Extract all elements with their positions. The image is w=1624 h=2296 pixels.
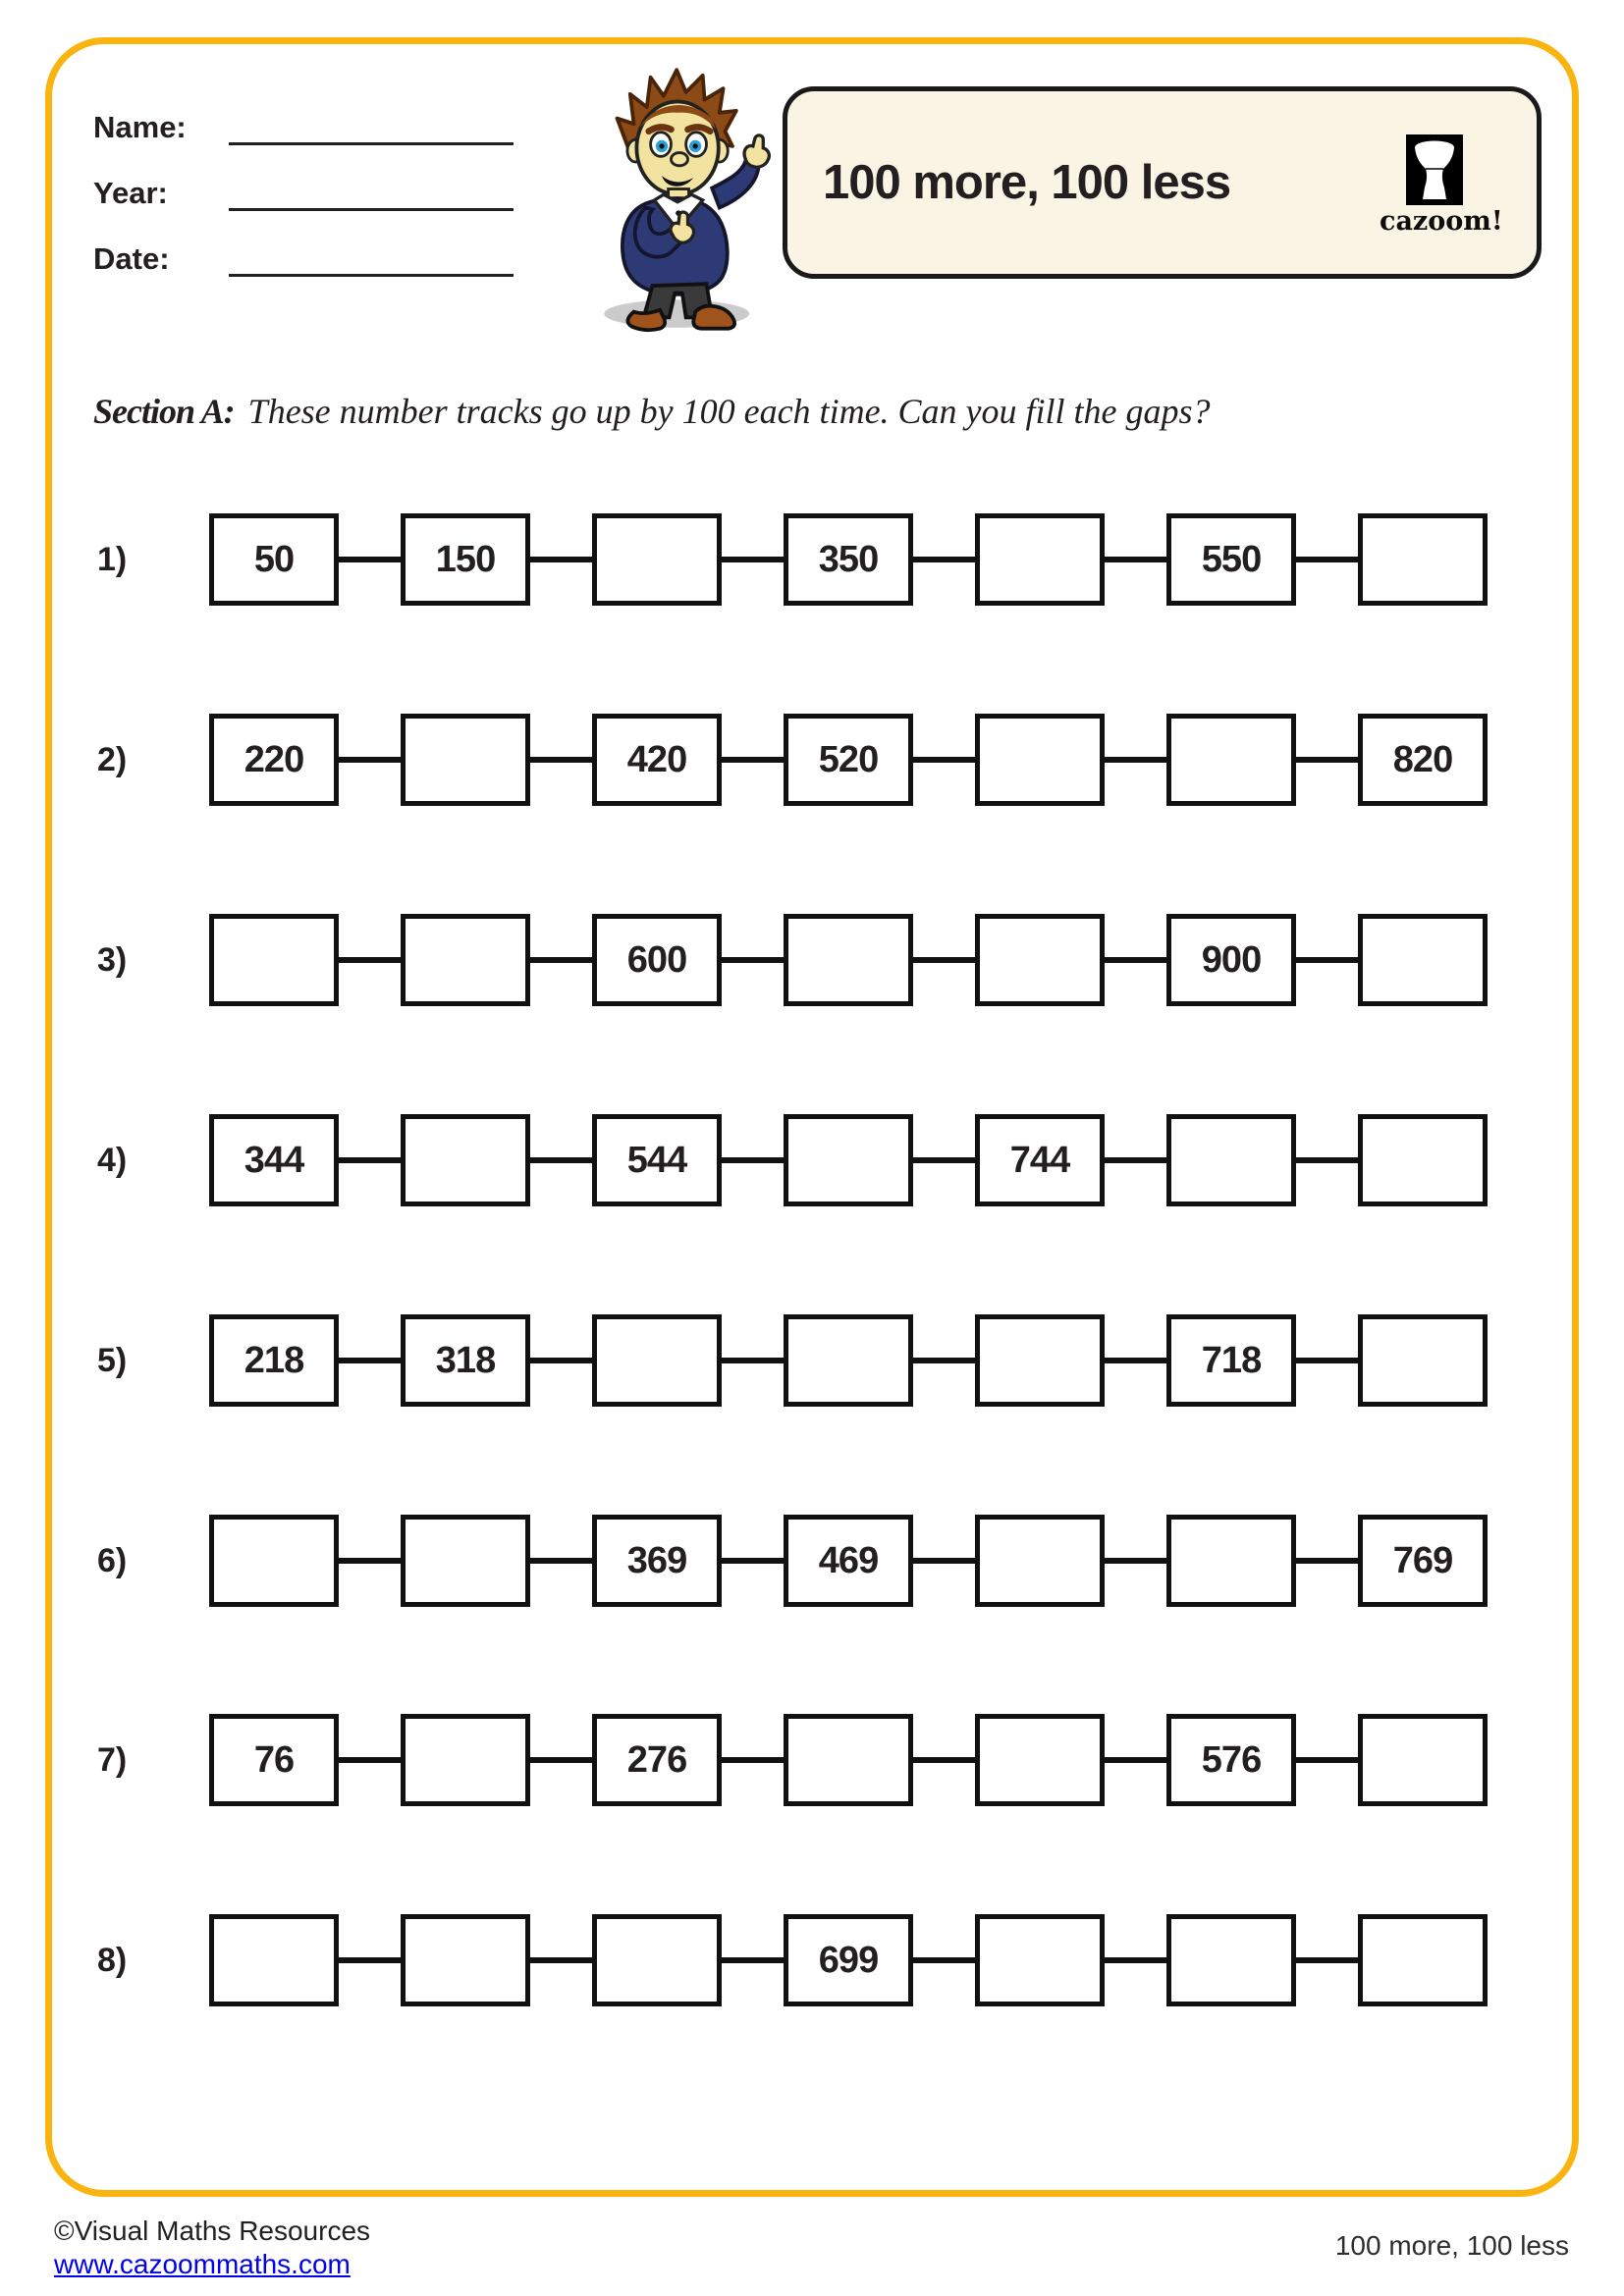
number-track: [209, 914, 1488, 1006]
row-number: 1): [97, 541, 128, 578]
track-cell-empty[interactable]: [1358, 1714, 1488, 1806]
track-cell-filled: 420: [592, 714, 722, 806]
worksheet-title: 100 more, 100 less: [823, 156, 1231, 209]
track-cell-empty[interactable]: [975, 714, 1105, 806]
track-cell-empty[interactable]: [592, 1914, 722, 2006]
track-cell-filled: 576: [1166, 1714, 1296, 1806]
track-cell-empty[interactable]: [1358, 914, 1488, 1006]
track-cell-filled: 318: [401, 1314, 530, 1407]
track-row: [0, 1114, 1624, 1206]
track-cell-empty[interactable]: [975, 513, 1105, 606]
number-track: [209, 1515, 1488, 1607]
track-row: [0, 513, 1624, 606]
track-cell-empty[interactable]: [975, 1914, 1105, 2006]
website-link[interactable]: www.cazoommaths.com: [54, 2249, 351, 2279]
footer-worksheet-name: 100 more, 100 less: [1334, 2230, 1569, 2261]
track-cell-empty[interactable]: [784, 1714, 913, 1806]
copyright-text: ©Visual Maths Resources: [54, 2216, 371, 2246]
row-number: 7): [97, 1741, 128, 1779]
track-cell-empty[interactable]: [975, 1314, 1105, 1407]
track-cell-empty[interactable]: [209, 1914, 339, 2006]
track-cell-empty[interactable]: [401, 714, 530, 806]
number-track: [209, 1314, 1488, 1407]
name-input-line[interactable]: [229, 108, 514, 145]
row-number: 8): [97, 1942, 128, 1979]
track-cell-filled: 469: [784, 1515, 913, 1607]
track-cell-empty[interactable]: [592, 513, 722, 606]
track-cell-empty[interactable]: [209, 914, 339, 1006]
brand-logo: [1380, 134, 1503, 237]
name-label: Name:: [93, 110, 187, 144]
track-cell-filled: 744: [975, 1114, 1105, 1206]
track-cell-empty[interactable]: [1166, 1914, 1296, 2006]
date-input-line[interactable]: [229, 240, 514, 277]
year-label: Year:: [93, 176, 168, 210]
track-cell-empty[interactable]: [784, 1314, 913, 1407]
track-row: [0, 914, 1624, 1006]
track-cell-filled: 718: [1166, 1314, 1296, 1407]
track-cell-empty[interactable]: [1358, 513, 1488, 606]
track-cell-filled: 600: [592, 914, 722, 1006]
section-a-label: Section A:: [93, 392, 235, 431]
student-info-fields: [93, 98, 514, 295]
title-box: [783, 86, 1542, 279]
year-input-line[interactable]: [229, 174, 514, 211]
year-field: [93, 164, 514, 211]
track-cell-empty[interactable]: [1358, 1914, 1488, 2006]
track-cell-empty[interactable]: [784, 914, 913, 1006]
track-cell-empty[interactable]: [975, 1714, 1105, 1806]
track-cell-filled: 76: [209, 1714, 339, 1806]
track-cell-empty[interactable]: [209, 1515, 339, 1607]
mascot-boy-illustration: [572, 55, 786, 342]
number-track: [209, 1114, 1488, 1206]
section-a-instructions: These number tracks go up by 100 each time. Can you fill the gaps?: [247, 392, 1211, 431]
row-number: 3): [97, 941, 128, 979]
name-field: [93, 98, 514, 145]
track-cell-empty[interactable]: [784, 1114, 913, 1206]
row-number: 5): [97, 1342, 128, 1379]
track-cell-filled: 350: [784, 513, 913, 606]
track-cell-filled: 550: [1166, 513, 1296, 606]
track-row: [0, 1714, 1624, 1806]
track-cell-filled: 369: [592, 1515, 722, 1607]
track-cell-empty[interactable]: [1358, 1314, 1488, 1407]
track-cell-empty[interactable]: [975, 1515, 1105, 1607]
track-cell-empty[interactable]: [1358, 1114, 1488, 1206]
track-cell-filled: 900: [1166, 914, 1296, 1006]
track-cell-empty[interactable]: [975, 914, 1105, 1006]
footer-left: [54, 2215, 370, 2281]
section-a-heading: [93, 391, 1211, 432]
track-cell-empty[interactable]: [401, 1515, 530, 1607]
number-track: [209, 1714, 1488, 1806]
track-row: [0, 714, 1624, 806]
track-cell-empty[interactable]: [1166, 714, 1296, 806]
row-number: 6): [97, 1542, 128, 1579]
track-cell-filled: 544: [592, 1114, 722, 1206]
track-row: [0, 1515, 1624, 1607]
track-cell-filled: 276: [592, 1714, 722, 1806]
track-cell-empty[interactable]: [1166, 1515, 1296, 1607]
track-cell-empty[interactable]: [592, 1314, 722, 1407]
track-cell-filled: 220: [209, 714, 339, 806]
track-cell-filled: 50: [209, 513, 339, 606]
track-cell-filled: 769: [1358, 1515, 1488, 1607]
track-cell-empty[interactable]: [1166, 1114, 1296, 1206]
track-row: [0, 1914, 1624, 2006]
track-cell-filled: 218: [209, 1314, 339, 1407]
cazoom-drum-icon: [1406, 134, 1463, 205]
track-cell-empty[interactable]: [401, 1914, 530, 2006]
track-row: [0, 1314, 1624, 1407]
number-track: [209, 513, 1488, 606]
track-cell-empty[interactable]: [401, 1114, 530, 1206]
track-cell-empty[interactable]: [401, 1714, 530, 1806]
track-cell-filled: 820: [1358, 714, 1488, 806]
number-track: [209, 714, 1488, 806]
number-track: [209, 1914, 1488, 2006]
track-cell-empty[interactable]: [401, 914, 530, 1006]
date-label: Date:: [93, 241, 170, 276]
track-cell-filled: 520: [784, 714, 913, 806]
track-cell-filled: 150: [401, 513, 530, 606]
brand-name: cazoom!: [1380, 206, 1503, 237]
track-cell-filled: 699: [784, 1914, 913, 2006]
row-number: 4): [97, 1142, 128, 1179]
track-cell-filled: 344: [209, 1114, 339, 1206]
row-number: 2): [97, 741, 128, 778]
date-field: [93, 230, 514, 277]
